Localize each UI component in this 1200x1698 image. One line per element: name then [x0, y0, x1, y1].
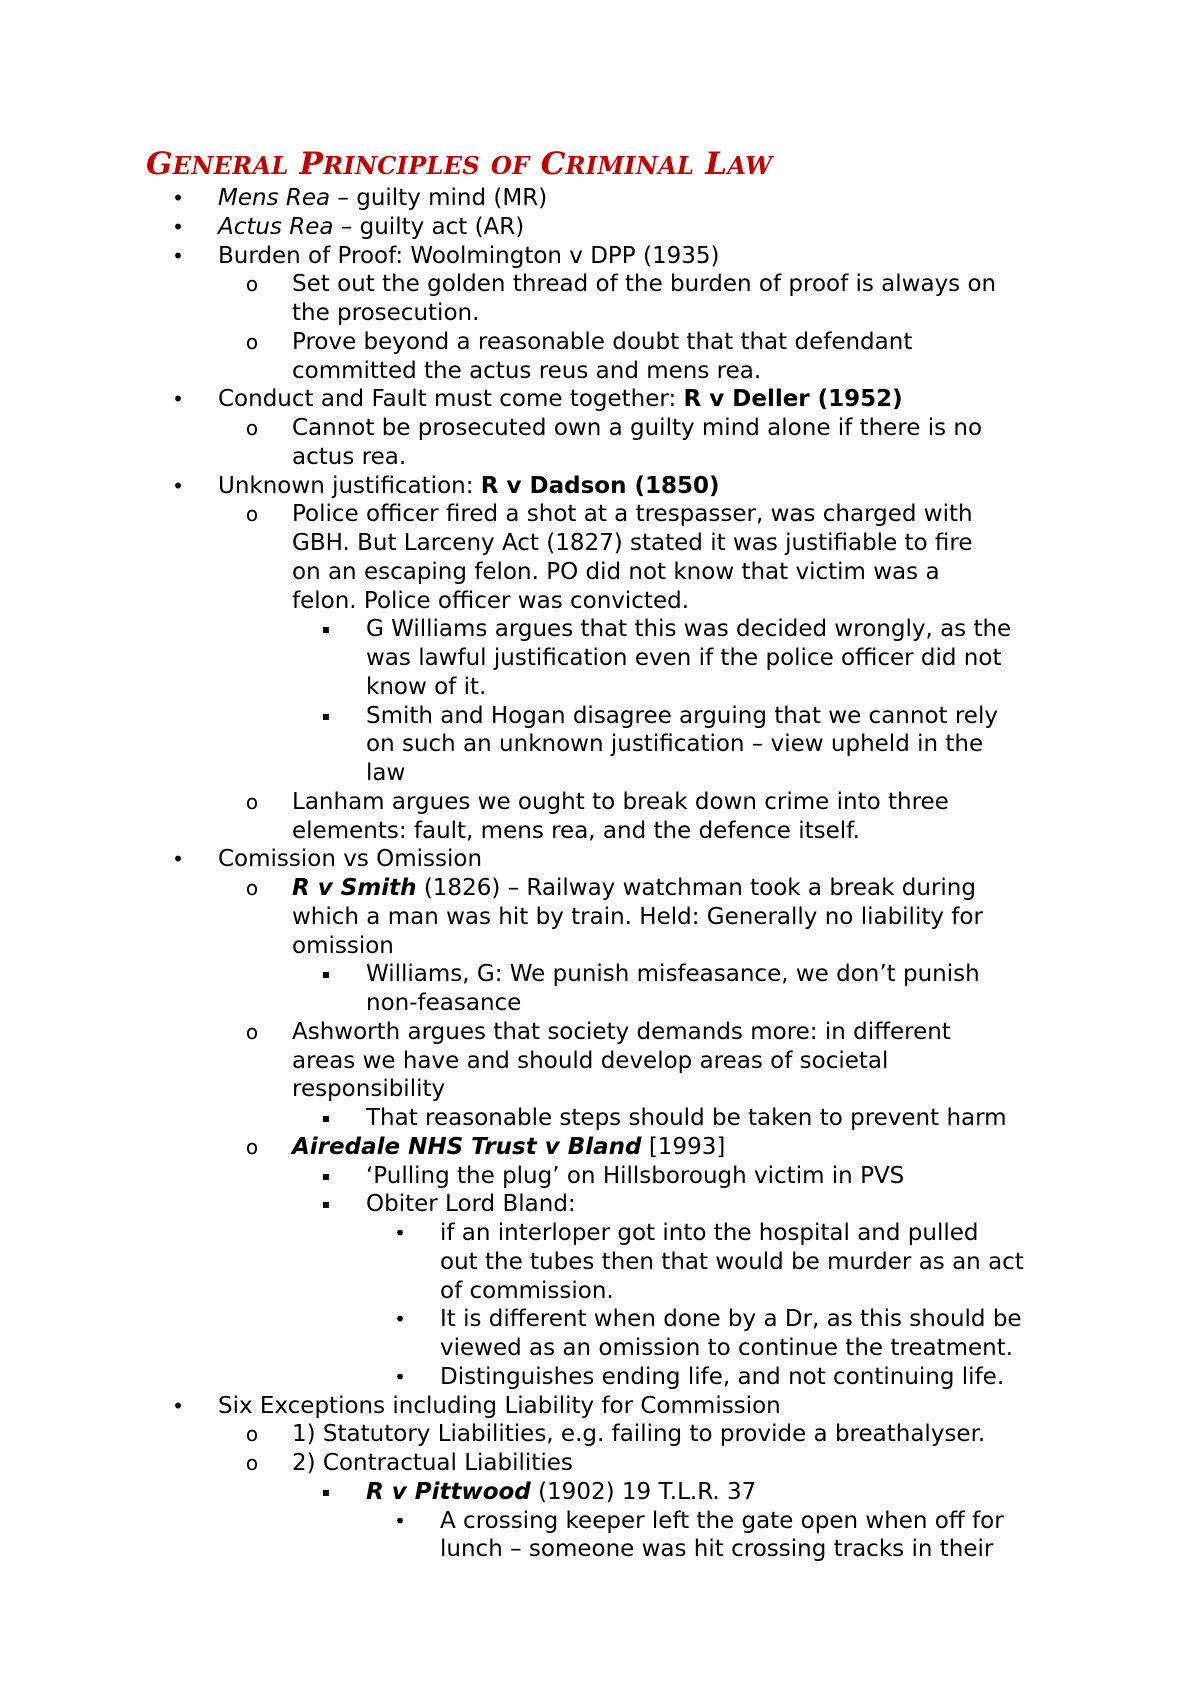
- note-line: [218, 1392, 781, 1420]
- bullet-square-icon: ▪: [321, 1197, 331, 1211]
- note-text: Distinguishes ending life, and not continuing life.: [440, 1364, 1005, 1390]
- note-line: [440, 1219, 979, 1247]
- bullet-disc-icon: •: [172, 387, 184, 411]
- bullet-circle-icon: o: [245, 330, 259, 354]
- note-text: on an escaping felon. PO did not know that victim was a: [292, 559, 940, 585]
- bullet-circle-icon: o: [245, 272, 259, 296]
- note-line: [440, 1535, 993, 1563]
- note-text: Smith and Hogan disagree arguing that we cannot rely: [366, 703, 998, 729]
- note-line: [292, 874, 976, 902]
- note-line: [292, 1018, 951, 1046]
- bullet-disc-icon: •: [172, 847, 184, 871]
- note-line: [292, 1047, 888, 1075]
- note-text: Williams, G: We punish misfeasance, we don’t punish: [366, 961, 980, 987]
- note-line: [292, 529, 973, 557]
- note-text: (1826) – Railway watchman took a break during: [416, 875, 976, 901]
- title-word-of: OF: [491, 151, 530, 180]
- note-text: Burden of Proof: Woolmington v DPP (1935): [218, 243, 720, 269]
- note-line: [440, 1334, 1013, 1362]
- bullet-circle-icon: o: [245, 502, 259, 526]
- bullet-disc-icon: •: [394, 1221, 406, 1245]
- title-cap-p: P: [299, 146, 324, 182]
- note-line: [366, 615, 1011, 643]
- note-text: viewed as an omission to continue the treatment.: [440, 1335, 1014, 1361]
- note-text: R v Pittwood: [366, 1479, 531, 1505]
- note-line: [292, 443, 406, 471]
- bullet-disc-icon: •: [172, 474, 184, 498]
- note-text: Set out the golden thread of the burden of proof is always on: [292, 271, 997, 297]
- note-line: [366, 759, 405, 787]
- note-line: [218, 213, 524, 241]
- note-line: [292, 903, 983, 931]
- note-text: It is different when done by a Dr, as this should be: [440, 1306, 1022, 1332]
- note-line: [292, 414, 982, 442]
- note-line: [218, 184, 547, 212]
- note-text: areas we have and should develop areas of societal: [292, 1048, 889, 1074]
- bullet-circle-icon: o: [245, 416, 259, 440]
- title-word-general: ENERAL: [172, 151, 289, 180]
- note-line: [218, 242, 719, 270]
- note-line: [292, 817, 860, 845]
- note-line: [366, 673, 486, 701]
- bullet-square-icon: ▪: [321, 709, 331, 723]
- note-text: committed the actus reus and mens rea.: [292, 358, 762, 384]
- note-text: which a man was hit by train. Held: Generally no liability for: [292, 904, 983, 930]
- note-line: [292, 299, 479, 327]
- note-text: GBH. But Larceny Act (1827) stated it was justifiable to fire: [292, 530, 973, 556]
- note-line: [292, 500, 973, 528]
- note-line: [218, 385, 903, 413]
- note-line: [366, 1162, 904, 1190]
- bullet-square-icon: ▪: [321, 1485, 331, 1499]
- note-line: [292, 1449, 573, 1477]
- note-text: Prove beyond a reasonable doubt that that defendant: [292, 329, 913, 355]
- note-line: [440, 1305, 1022, 1333]
- note-text: (1902) 19 T.L.R. 37: [530, 1479, 757, 1505]
- note-text: [1993]: [641, 1134, 726, 1160]
- note-line: [366, 960, 980, 988]
- bullet-square-icon: ▪: [321, 622, 331, 636]
- note-text: Unknown justification:: [218, 473, 481, 499]
- bullet-circle-icon: o: [245, 1451, 259, 1475]
- note-text: R v Dadson (1850): [480, 473, 720, 499]
- note-text: Obiter Lord Bland:: [366, 1191, 576, 1217]
- note-line: [292, 788, 949, 816]
- note-line: [440, 1363, 1004, 1391]
- note-text: – guilty mind (MR): [330, 185, 548, 211]
- note-text: Airedale NHS Trust v Bland: [292, 1134, 642, 1160]
- note-line: [292, 270, 996, 298]
- bullet-disc-icon: •: [394, 1365, 406, 1389]
- bullet-disc-icon: •: [394, 1509, 406, 1533]
- note-text: Six Exceptions including Liability for Commission: [218, 1393, 781, 1419]
- note-text: Mens Rea: [218, 185, 331, 211]
- note-text: G Williams argues that this was decided wrongly, as the: [366, 616, 1012, 642]
- note-line: [440, 1507, 1004, 1535]
- bullet-disc-icon: •: [172, 215, 184, 239]
- bullet-circle-icon: o: [245, 876, 259, 900]
- bullet-square-icon: ▪: [321, 1111, 331, 1125]
- note-text: R v Smith: [292, 875, 417, 901]
- note-text: lunch – someone was hit crossing tracks in their: [440, 1536, 994, 1562]
- note-text: Cannot be prosecuted own a guilty mind alone if there is no: [292, 415, 983, 441]
- note-line: [366, 702, 998, 730]
- bullet-circle-icon: o: [245, 1422, 259, 1446]
- note-text: omission: [292, 933, 394, 959]
- note-text: actus rea.: [292, 444, 407, 470]
- note-line: [366, 644, 1001, 672]
- bullet-disc-icon: •: [172, 244, 184, 268]
- bullet-circle-icon: o: [245, 1020, 259, 1044]
- note-text: Comission vs Omission: [218, 846, 483, 872]
- bullet-disc-icon: •: [394, 1307, 406, 1331]
- note-text: out the tubes then that would be murder as an act: [440, 1249, 1024, 1275]
- note-line: [366, 730, 983, 758]
- note-line: [292, 328, 912, 356]
- note-text: – guilty act (AR): [333, 214, 525, 240]
- note-line: [218, 845, 482, 873]
- note-text: the prosecution.: [292, 300, 480, 326]
- note-text: on such an unknown justification – view upheld in the: [366, 731, 984, 757]
- title-word-law: AW: [727, 151, 773, 180]
- note-text: if an interloper got into the hospital and pulled: [440, 1220, 979, 1246]
- note-text: Police officer fired a shot at a trespasser, was charged with: [292, 501, 973, 527]
- note-line: [218, 472, 720, 500]
- note-text: elements: fault, mens rea, and the defence itself.: [292, 818, 860, 844]
- note-text: 1) Statutory Liabilities, e.g. failing to provide a breathalyser.: [292, 1421, 986, 1447]
- note-text: was lawful justification even if the police officer did not: [366, 645, 1002, 671]
- note-line: [366, 1104, 1007, 1132]
- note-text: Actus Rea: [218, 214, 334, 240]
- title-cap-l: L: [705, 146, 728, 182]
- note-text: Conduct and Fault must come together:: [218, 386, 684, 412]
- note-text: A crossing keeper left the gate open when off for: [440, 1508, 1004, 1534]
- note-line: [292, 1420, 985, 1448]
- note-text: Lanham argues we ought to break down crime into three: [292, 789, 949, 815]
- bullet-square-icon: ▪: [321, 1169, 331, 1183]
- title-word-criminal: RIMINAL: [565, 151, 695, 180]
- note-line: [292, 558, 940, 586]
- bullet-square-icon: ▪: [321, 967, 331, 981]
- note-line: [440, 1248, 1024, 1276]
- bullet-disc-icon: •: [172, 186, 184, 210]
- bullet-circle-icon: o: [245, 1135, 259, 1159]
- title-cap-g: G: [146, 146, 173, 182]
- note-text: felon. Police officer was convicted.: [292, 588, 690, 614]
- title-cap-c: C: [540, 146, 566, 182]
- bullet-disc-icon: •: [172, 1394, 184, 1418]
- note-text: know of it.: [366, 674, 487, 700]
- note-line: [292, 587, 689, 615]
- note-line: [366, 989, 521, 1017]
- note-text: law: [366, 760, 406, 786]
- bullet-circle-icon: o: [245, 790, 259, 814]
- note-line: [292, 357, 761, 385]
- note-text: 2) Contractual Liabilities: [292, 1450, 573, 1476]
- page-title: [146, 146, 772, 182]
- note-line: [292, 1075, 445, 1103]
- note-text: That reasonable steps should be taken to prevent harm: [366, 1105, 1007, 1131]
- title-word-principles: RINCIPLES: [323, 151, 480, 180]
- note-line: [366, 1190, 576, 1218]
- note-line: [292, 1133, 725, 1161]
- note-text: responsibility: [292, 1076, 446, 1102]
- note-text: of commission.: [440, 1278, 614, 1304]
- note-text: R v Deller (1952): [683, 386, 903, 412]
- note-text: ‘Pulling the plug’ on Hillsborough victim in PVS: [366, 1163, 905, 1189]
- note-text: non-feasance: [366, 990, 522, 1016]
- note-text: Ashworth argues that society demands more: in different: [292, 1019, 951, 1045]
- note-line: [292, 932, 394, 960]
- note-line: [440, 1277, 614, 1305]
- note-line: [366, 1478, 756, 1506]
